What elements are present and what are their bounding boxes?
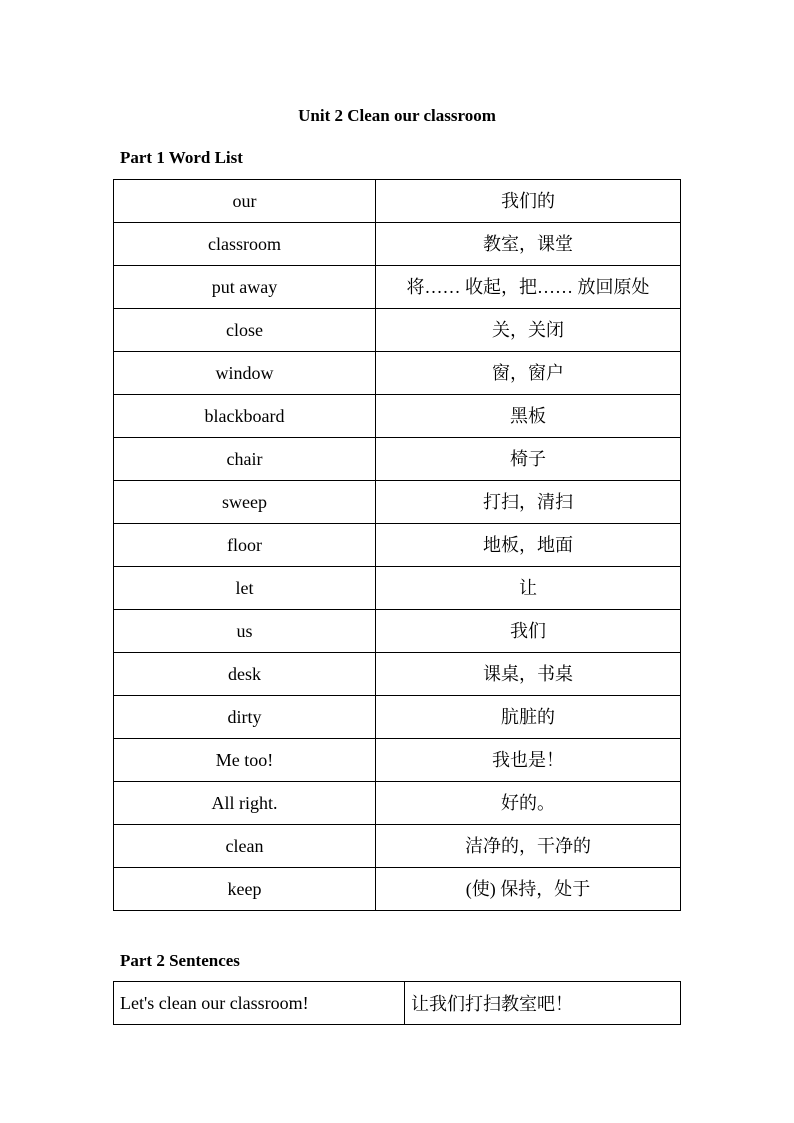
chinese-cell: 课桌，书桌 [376,653,681,696]
chinese-cell: 洁净的，干净的 [376,825,681,868]
chinese-cell: 让我们打扫教室吧！ [405,982,681,1025]
table-row [114,567,681,610]
chinese-cell: 将…… 收起，把…… 放回原处 [376,266,681,309]
table-row [114,524,681,567]
chinese-cell: 关，关闭 [376,309,681,352]
chinese-cell: 黑板 [376,395,681,438]
table-row [114,481,681,524]
english-cell: our [114,180,376,223]
table-row [114,223,681,266]
table-row [114,395,681,438]
english-cell: desk [114,653,376,696]
sentences-heading: Part 2 Sentences [120,951,240,970]
table-row [114,696,681,739]
english-cell: blackboard [114,395,376,438]
table-row [114,982,681,1025]
english-cell: All right. [114,782,376,825]
english-cell: put away [114,266,376,309]
chinese-cell: 好的。 [376,782,681,825]
english-cell: floor [114,524,376,567]
word-list-table [113,179,681,911]
english-cell: Me too! [114,739,376,782]
english-cell: chair [114,438,376,481]
table-row [114,438,681,481]
table-row [114,309,681,352]
chinese-cell: 窗，窗户 [376,352,681,395]
table-row [114,610,681,653]
english-cell: clean [114,825,376,868]
page-title: Unit 2 Clean our classroom [298,106,496,125]
english-cell: window [114,352,376,395]
table-row [114,180,681,223]
chinese-cell: 地板，地面 [376,524,681,567]
table-row [114,782,681,825]
chinese-cell: 我也是！ [376,739,681,782]
chinese-cell: 椅子 [376,438,681,481]
table-row [114,653,681,696]
english-cell: Let's clean our classroom! [114,982,405,1025]
table-row [114,825,681,868]
chinese-cell: 我们 [376,610,681,653]
english-cell: close [114,309,376,352]
chinese-cell: 肮脏的 [376,696,681,739]
table-row [114,868,681,911]
chinese-cell: 教室，课堂 [376,223,681,266]
english-cell: us [114,610,376,653]
table-row [114,739,681,782]
chinese-cell: 我们的 [376,180,681,223]
word-list-heading: Part 1 Word List [120,148,243,167]
english-cell: keep [114,868,376,911]
chinese-cell: 让 [376,567,681,610]
english-cell: let [114,567,376,610]
english-cell: classroom [114,223,376,266]
table-row [114,266,681,309]
table-row [114,352,681,395]
chinese-cell: 打扫，清扫 [376,481,681,524]
chinese-cell: (使) 保持，处于 [376,868,681,911]
english-cell: dirty [114,696,376,739]
english-cell: sweep [114,481,376,524]
sentences-table [113,981,681,1025]
